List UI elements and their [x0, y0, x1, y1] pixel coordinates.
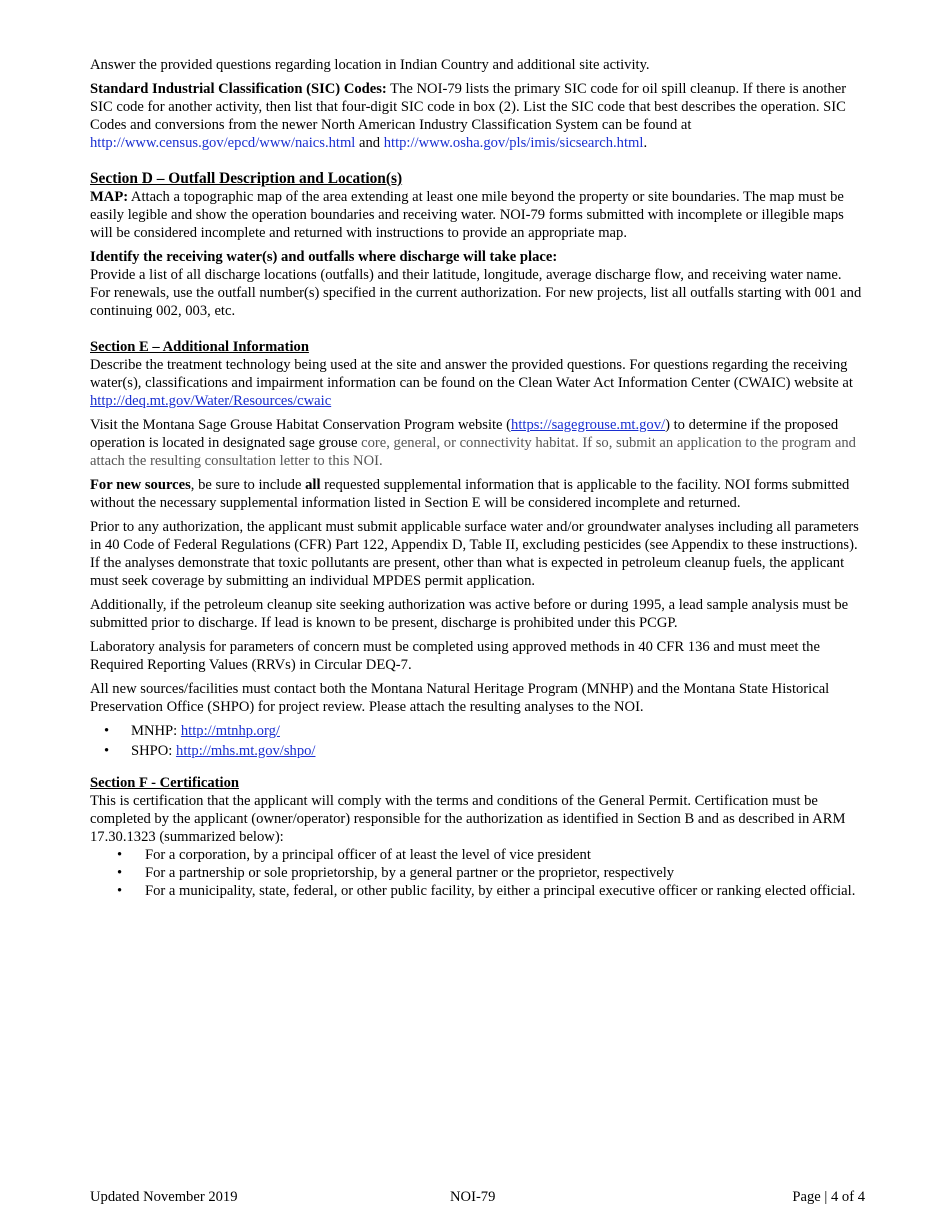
and-text: and	[355, 135, 384, 151]
page-footer	[90, 1188, 865, 1206]
identify-text: Provide a list of all discharge locations (outfalls) and their latitude, longitude, average discharge flow, and receiving water name. For renewals, use the outfall number(s) specified in the current authorization. For new projects, list all outfalls starting with 001 and continuing 002, 003, etc.	[90, 267, 862, 319]
osha-link[interactable]: http://www.osha.gov/pls/imis/sicsearch.html	[383, 135, 644, 151]
new-sources-paragraph	[90, 476, 865, 512]
footer-form-id: NOI-79	[450, 1189, 496, 1205]
identify-heading	[90, 248, 865, 266]
map-paragraph	[90, 188, 865, 242]
bullet-icon: •	[117, 865, 123, 881]
section-f-heading: Section F - Certification	[90, 775, 240, 791]
sic-paragraph	[90, 80, 865, 152]
list-item	[90, 722, 865, 740]
new-sources-text-b: requested supplemental information that is applicable to the facility. NOI forms submitted without the necessary supplemental information listed in Section E will be considered incomplete and returned.	[90, 477, 850, 511]
sage-grouse-paragraph	[90, 416, 865, 470]
sic-label: Standard Industrial Classification (SIC) Codes:	[90, 81, 387, 97]
cert-bullet-text: For a partnership or sole proprietorship, by a general partner or the proprietor, respectively	[145, 865, 675, 881]
map-label: MAP:	[90, 189, 129, 205]
new-sources-label: For new sources	[90, 477, 191, 493]
bullet-icon: •	[104, 723, 110, 739]
cert-bullet-text: For a corporation, by a principal officer of at least the level of vice president	[145, 847, 591, 863]
shpo-link[interactable]: http://mhs.mt.gov/shpo/	[176, 743, 316, 759]
bullet-icon: •	[104, 743, 110, 759]
list-item	[90, 864, 865, 882]
bullet-icon: •	[117, 883, 123, 899]
certification-list	[90, 846, 865, 900]
analyses-paragraph: Prior to any authorization, the applicant must submit applicable surface water and/or groundwater analyses including all parameters in 40 Code of Federal Regulations (CFR) Part 122, Appendix D, Table II, excluding pesticides (see Appendix to these instructions). If the analyses demonstrate that toxic pollutants are present, other than what is expected in petroleum cleanup fuels, the applicant must seek coverage by submitting an individual MPDES permit application.	[90, 519, 859, 589]
map-text: Attach a topographic map of the area extending at least one mile beyond the property or site boundaries. The map must be easily legible and show the operation boundaries and receiving water. NOI-79 forms submitted with incomplete or illegible maps will be considered incomplete and returned with instructions to provide an appropriate map.	[90, 189, 844, 241]
mnhp-shpo-paragraph: All new sources/facilities must contact both the Montana Natural Heritage Program (MNHP) and the Montana State Historical Preservation Office (SHPO) for project review. Please attach the resulting analyses to the NOI.	[90, 681, 830, 715]
sage-text-b: ) to determine if the proposed operation is located in designated sage grouse	[90, 417, 839, 451]
cwaic-link[interactable]: http://deq.mt.gov/Water/Resources/cwaic	[90, 393, 332, 409]
sage-grouse-link[interactable]: https://sagegrouse.mt.gov/	[511, 417, 666, 433]
all-emphasis: all	[305, 477, 321, 493]
list-item	[90, 882, 865, 900]
cwaic-text: Describe the treatment technology being used at the site and answer the provided questions. For questions regarding the receiving water(s), classifications and impairment information can be found on the Clean Water Act Information Center (CWAIC) website at	[90, 357, 853, 391]
period: .	[643, 135, 648, 151]
naics-link[interactable]: http://www.census.gov/epcd/www/naics.html	[90, 135, 356, 151]
bullet-icon: •	[117, 847, 123, 863]
cwaic-paragraph	[90, 356, 865, 410]
identify-heading-text: Identify the receiving water(s) and outfalls where discharge will take place:	[90, 249, 558, 265]
sage-text-grey: core, general, or connectivity habitat. If so, submit an application to the program and attach the resulting consultation letter to this NOI.	[90, 435, 856, 469]
footer-page-number: Page | 4 of 4	[792, 1189, 865, 1205]
section-e-heading: Section E – Additional Information	[90, 339, 309, 355]
shpo-label: SHPO:	[131, 743, 177, 759]
section-d-heading: Section D – Outfall Description and Location(s)	[90, 170, 403, 187]
page-content	[90, 56, 865, 900]
cert-bullet-text: For a municipality, state, federal, or other public facility, by either a principal executive officer or ranking elected official.	[145, 883, 856, 899]
mnhp-label: MNHP:	[131, 723, 181, 739]
list-item	[90, 742, 865, 760]
mnhp-link[interactable]: http://mtnhp.org/	[180, 723, 280, 739]
contact-list	[90, 722, 865, 760]
sic-text: The NOI-79 lists the primary SIC code for oil spill cleanup. If there is another SIC code for another activity, then list that four-digit SIC code in box (2). List the SIC code that best describes the operation. SIC Codes and conversions from the newer North American Industry Classification System can be found at	[90, 81, 847, 133]
certification-text: This is certification that the applicant will comply with the terms and conditions of the General Permit. Certification must be completed by the applicant (owner/operator) responsible for the authorization as identified in Section B and as described in ARM 17.30.1323 (summarized below):	[90, 793, 846, 845]
sage-text-a: Visit the Montana Sage Grouse Habitat Conservation Program website (	[90, 417, 512, 433]
lead-paragraph: Additionally, if the petroleum cleanup site seeking authorization was active before or during 1995, a lead sample analysis must be submitted prior to discharge. If lead is known to be present, discharge is prohibited under this PCGP.	[90, 597, 849, 631]
footer-updated: Updated November 2019	[90, 1189, 238, 1205]
lab-paragraph: Laboratory analysis for parameters of concern must be completed using approved methods in 40 CFR 136 and must meet the Required Reporting Values (RRVs) in Circular DEQ-7.	[90, 639, 820, 673]
intro-line: Answer the provided questions regarding location in Indian Country and additional site activity.	[90, 57, 650, 73]
list-item	[90, 846, 865, 864]
new-sources-text-a: , be sure to include	[190, 477, 306, 493]
